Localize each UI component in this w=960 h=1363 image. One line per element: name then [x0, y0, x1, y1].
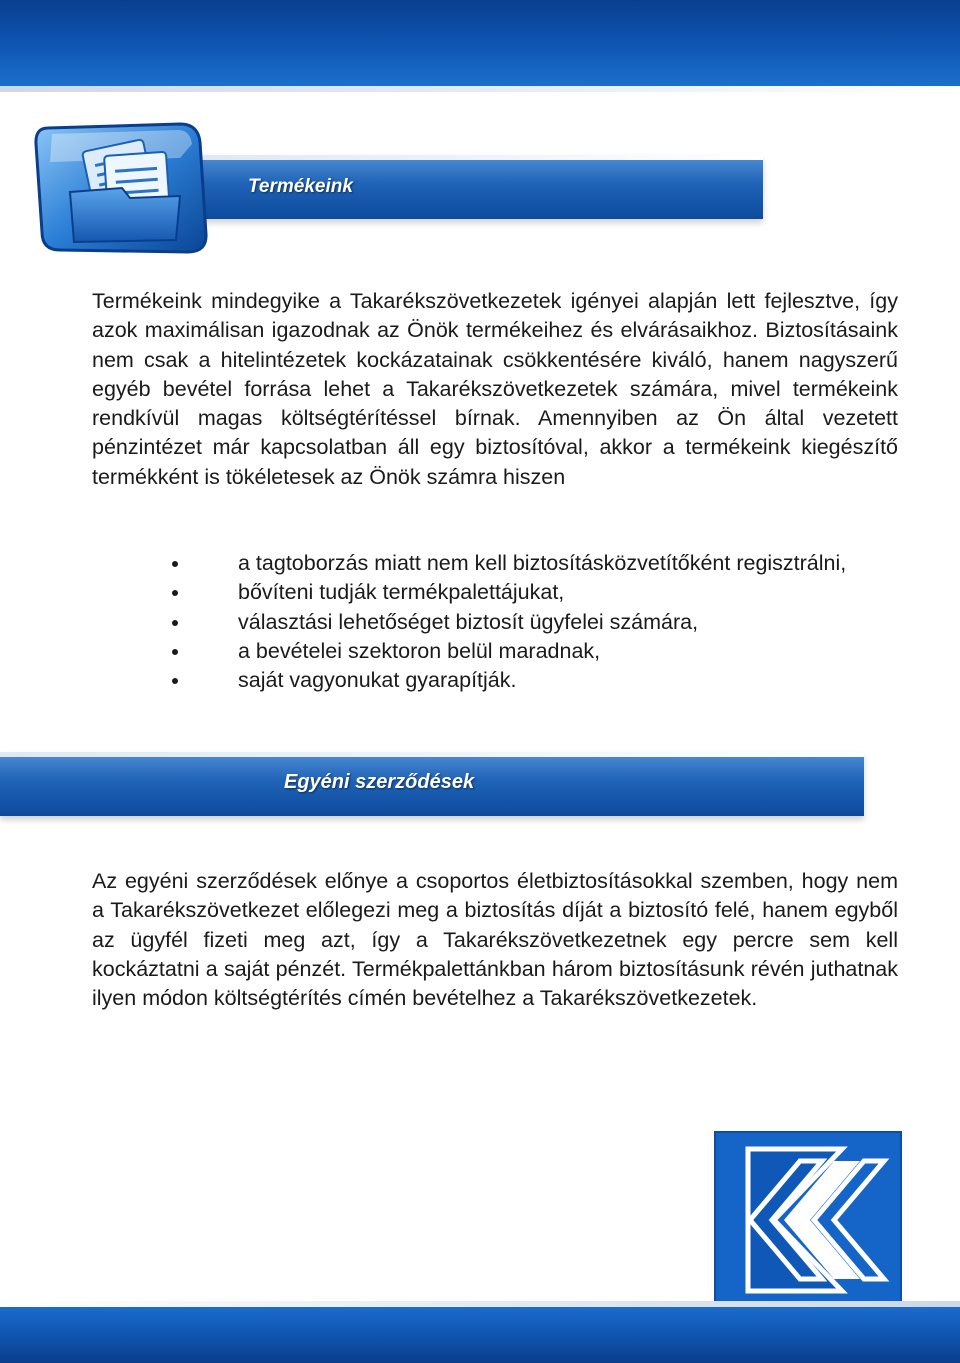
documents-folder-icon — [30, 118, 220, 258]
products-paragraph: Termékeink mindegyike a Takarékszövetkezetek igényei alapján lett fejlesztve, így azok maximálisan igazodnak az Önök termékeihez és elvárásaikhoz. Biztosításaink nem csak a hitelintézetek kockázatainak csökkentésére kiváló, hanem nagyszerű egyéb bevétel forrása lehet a Takarékszövetkezetek számára, mivel termékeink rendkívül magas költségtérítéssel bírnak. Amennyiben az Ön által vezetett pénzintézet már kapcsolatban áll egy biztosítóval, akkor a termékeink kiegészítő termékként is tökéletesek az Önök számra hiszen — [92, 289, 898, 489]
list-item: választási lehetőséget biztosít ügyfelei számára, — [160, 608, 898, 637]
list-item: a tagtoborzás miatt nem kell biztosításközvetítőként regisztrálni, — [160, 549, 898, 578]
bullet-icon — [172, 620, 178, 626]
section-title-products: Termékeink — [248, 176, 353, 197]
bullet-icon — [172, 561, 178, 567]
bullet-icon — [172, 590, 178, 596]
header-bar — [0, 0, 960, 86]
footer-bar — [0, 1307, 960, 1363]
section-title-individual-contracts: Egyéni szerződések — [284, 771, 475, 793]
bullet-icon — [172, 678, 178, 684]
company-logo-icon — [714, 1131, 902, 1309]
benefits-list — [160, 549, 898, 695]
individual-contracts-paragraph: Az egyéni szerződések előnye a csoportos életbiztosításokkal szemben, hogy nem a Takarékszövetkezet előlegezi meg a biztosítás díját a biztosító felé, hanem egyből az ügyfél fizeti meg azt, így a Takarékszövetkezetnek egy percre sem kell kockáztatni a saját pénzét. Termékpalettánkban három biztosításunk révén juthatnak ilyen módon költségtérítés címén bevételhez a Takarékszövetkezetek. — [92, 869, 898, 1011]
list-item: a bevételei szektoron belül maradnak, — [160, 637, 898, 666]
list-item: saját vagyonukat gyarapítják. — [160, 666, 898, 695]
bullet-icon — [172, 649, 178, 655]
list-item: bővíteni tudják termékpalettájukat, — [160, 578, 898, 607]
